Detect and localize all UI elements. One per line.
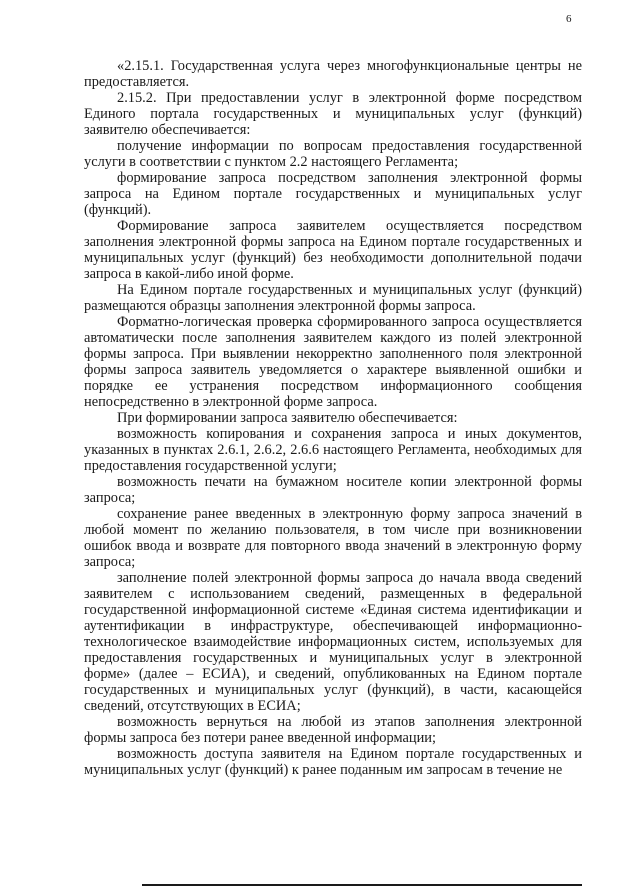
paragraph: возможность доступа заявителя на Едином портале государственных и муниципальных услуг (функций) к ранее поданным им запросам в течение не xyxy=(84,746,582,778)
paragraph: Формирование запроса заявителем осуществляется посредством заполнения электронной формы запроса на Едином портале государственных и муниципальных услуг (функций) без необходимости дополнительной подачи запроса в какой-либо иной форме. xyxy=(84,218,582,282)
paragraph-2-15-2: 2.15.2. При предоставлении услуг в электронной форме посредством Единого портала государственных и муниципальных услуг (функций) заявителю обеспечивается: xyxy=(84,90,582,138)
paragraph: На Едином портале государственных и муниципальных услуг (функций) размещаются образцы заполнения электронной формы запроса. xyxy=(84,282,582,314)
paragraph: возможность копирования и сохранения запроса и иных документов, указанных в пунктах 2.6.1, 2.6.2, 2.6.6 настоящего Регламента, необходимых для предоставления государственной услуги; xyxy=(84,426,582,474)
paragraph: При формировании запроса заявителю обеспечивается: xyxy=(117,410,458,426)
paragraph: возможность вернуться на любой из этапов заполнения электронной формы запроса без потери ранее введенной информации; xyxy=(84,714,582,746)
paragraph: Форматно-логическая проверка сформированного запроса осуществляется автоматически после заполнения заявителем каждого из полей электронной формы запроса. При выявлении некорректно заполненного поля электронной формы запроса заявитель уведомляется о характере выявленной ошибки и порядке ее устранения посредством информационного сообщения непосредственно в электронной форме запроса. xyxy=(84,314,582,410)
paragraph-2-15-1: «2.15.1. Государственная услуга через многофункциональные центры не предоставляется. xyxy=(84,58,582,90)
paragraph: формирование запроса посредством заполнения электронной формы запроса на Едином портале государственных и муниципальных услуг (функций). xyxy=(84,170,582,218)
page-number: 6 xyxy=(566,13,572,25)
paragraph: сохранение ранее введенных в электронную форму запроса значений в любой момент по желанию пользователя, в том числе при возникновении ошибок ввода и возврате для повторного ввода значений в электронную форму запроса; xyxy=(84,506,582,570)
paragraph: получение информации по вопросам предоставления государственной услуги в соответствии с пунктом 2.2 настоящего Регламента; xyxy=(84,138,582,170)
document-body xyxy=(84,58,582,778)
paragraph: заполнение полей электронной формы запроса до начала ввода сведений заявителем с использованием сведений, размещенных в федеральной государственной информационной системе «Единая система идентификации и аутентификации в инфраструктуре, обеспечивающей информационно-технологическое взаимодействие информационных систем, используемых для предоставления государственных и муниципальных услуг в электронной форме» (далее – ЕСИА), и сведений, опубликованных на Едином портале государственных и муниципальных услуг (функций), в части, касающейся сведений, отсутствующих в ЕСИА; xyxy=(84,570,582,714)
page-bottom-rule xyxy=(142,884,582,886)
paragraph: возможность печати на бумажном носителе копии электронной формы запроса; xyxy=(84,474,582,506)
